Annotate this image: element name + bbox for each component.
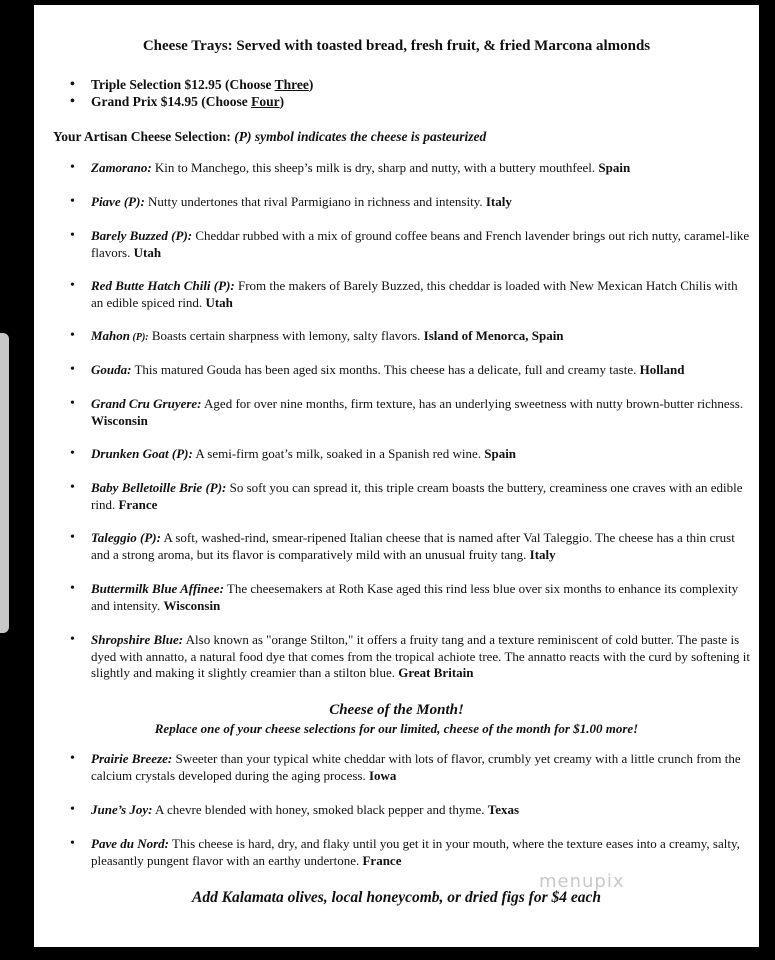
cheese-item: • June’s Joy: A chevre blended with honey, smoked black pepper and thyme. Texas	[70, 802, 751, 819]
cheese-item: • Drunken Goat (P): A semi-firm goat’s milk, soaked in a Spanish red wine. Spain	[70, 446, 751, 463]
menu-page	[34, 5, 759, 947]
cheese-item: • Red Butte Hatch Chili (P): From the makers of Barely Buzzed, this cheddar is loaded with New Mexican Hatch Chilis with an edible spiced rind. Utah	[70, 278, 751, 311]
cheese-item: • Taleggio (P): A soft, washed-rind, smear-ripened Italian cheese that is named after Val Taleggio. The cheese has a thin crust and a strong aroma, but its flavor is comparatively mild with an unusual fruity tang. Italy	[70, 530, 751, 563]
cheese-item: • Buttermilk Blue Affinee: The cheesemakers at Roth Kase aged this rind less blue over six months to enhance its complexity and intensity. Wisconsin	[70, 581, 751, 614]
watermark-logo: menupix	[539, 871, 625, 892]
tray-option: • Grand Prix $14.95 (Choose Four)	[70, 93, 313, 110]
cheese-item: • Prairie Breeze: Sweeter than your typical white cheddar with lots of flavor, crumbly yet creamy with a little crunch from the calcium crystals developed during the aging process. Iowa	[70, 751, 751, 784]
cheese-item: • Barely Buzzed (P): Cheddar rubbed with a mix of ground coffee beans and French lavender brings out rich nutty, caramel-like flavors. Utah	[70, 228, 751, 261]
tray-option: • Triple Selection $12.95 (Choose Three)	[70, 76, 313, 93]
selection-heading: Your Artisan Cheese Selection: (P) symbol indicates the cheese is pasteurized	[53, 129, 487, 144]
cheese-of-month-title: Cheese of the Month!	[329, 702, 464, 718]
side-scroll-tab[interactable]	[0, 333, 9, 633]
cheese-item: • Piave (P): Nutty undertones that rival Parmigiano in richness and intensity. Italy	[70, 194, 751, 211]
cheese-item: • Shropshire Blue: Also known as "orange Stilton," it offers a fruity tang and a texture reminiscent of cold butter. The paste is dyed with annatto, a natural food dye that comes from the tropical achiote tree. The annatto reacts with the curd by softening it slightly and making it slightly creamier than a stilton blue. Great Britain	[70, 632, 751, 682]
cheese-of-month-subtitle: Replace one of your cheese selections for our limited, cheese of the month for $1.00 more!	[154, 721, 639, 736]
addons-note: Add Kalamata olives, local honeycomb, or dried figs for $4 each	[191, 889, 601, 906]
cheese-item: • Gouda: This matured Gouda has been aged six months. This cheese has a delicate, full and creamy taste. Holland	[70, 362, 751, 379]
cheese-item: • Pave du Nord: This cheese is hard, dry, and flaky until you get it in your mouth, where the texture eases into a creamy, salty, pleasantly pungent flavor with an earthy undertone. France	[70, 836, 751, 869]
cheese-item: • Baby Belletoille Brie (P): So soft you can spread it, this triple cream boasts the buttery, creaminess one craves with an edible rind. France	[70, 480, 751, 513]
page-title: Cheese Trays: Served with toasted bread, fresh fruit, & fried Marcona almonds	[142, 38, 651, 54]
pasteurized-note: (P) symbol indicates the cheese is pasteurized	[234, 129, 487, 144]
cheese-item: • Zamorano: Kin to Manchego, this sheep’s milk is dry, sharp and nutty, with a buttery mouthfeel. Spain	[70, 160, 751, 177]
cheese-item: • Grand Cru Gruyere: Aged for over nine months, firm texture, has an underlying sweetness with nutty brown-butter richness. Wisconsin	[70, 396, 751, 429]
tray-list	[70, 76, 313, 110]
cheese-item: • Mahon (P): Boasts certain sharpness with lemony, salty flavors. Island of Menorca, Spain	[70, 328, 751, 347]
